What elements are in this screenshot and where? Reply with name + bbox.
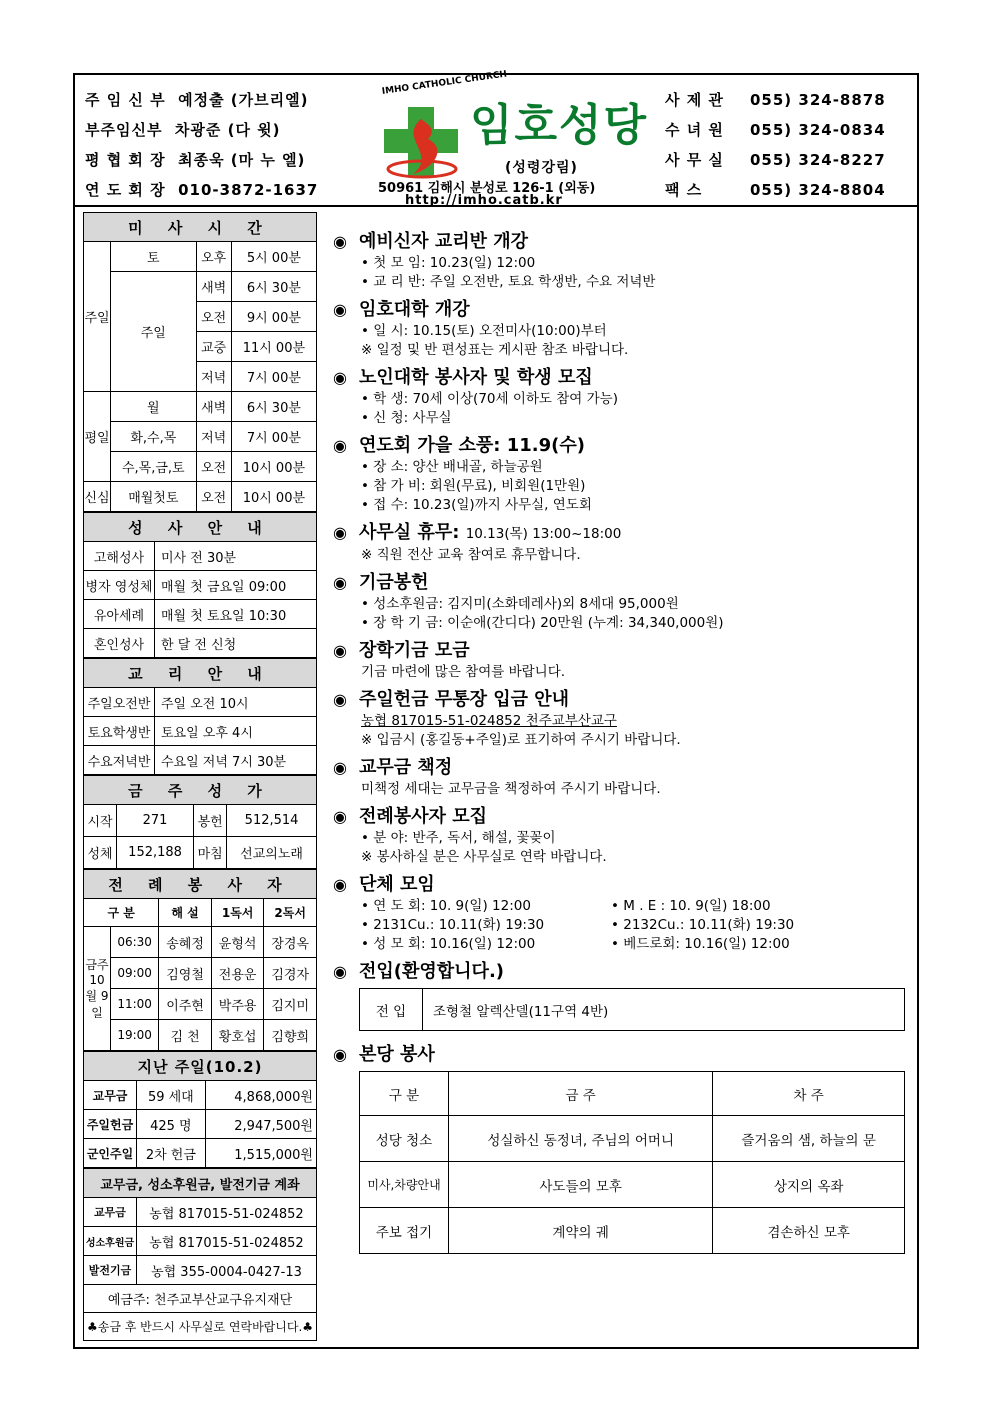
contact-row: 사 제 관 055) 324-8878 — [665, 91, 886, 109]
bullet-icon: ◉ — [333, 573, 347, 592]
group-meetings: ◉ 단체 모임 • 연 도 회: 10. 9(일) 12:00 • M . E : 10. 9(일) 18:00 • 2131Cu.: 10.11(화) 19:30 • 2132Cu.: 10.11(화) 19:30 • 성 모 회: 10.16(일) 12:00 • 베드로회: 10.16(일) 12:00 — [333, 874, 795, 952]
last-week-table: 지난 주일(10.2) 교무금 59 세대 4,868,000원 주일헌금 425 명 2,947,500원 군인주일 2차 헌금 1,515,000원 — [83, 1051, 317, 1168]
sacrament-table: 성 사 안 내 고해성사 미사 전 30분 병자 영성체 매월 첫 금요일 09:00 유아세례 매월 첫 토요일 10:30 혼인성사 한 달 전 신청 — [83, 512, 317, 658]
church-logo — [370, 69, 660, 208]
announcement: ◉ 기금봉헌 • 성소후원금: 김지미(소화데레사)외 8세대 95,000원 • 장 학 기 금: 이순애(간디다) 20만원 (누계: 34,340,000원) — [333, 572, 724, 631]
welcome: ◉ 전입(환영합니다.) 전 입 조형철 알렉산델(11구역 4반) — [333, 960, 908, 1031]
bullet-icon: ◉ — [333, 523, 347, 542]
catechism-table: 교 리 안 내 주일오전반 주일 오전 10시 토요학생반 토요일 오후 4시 수요저녁반 수요일 저녁 7시 30분 — [83, 658, 317, 775]
header-row: 부주임신부 차광준 (다 윗) — [85, 121, 281, 139]
announcements — [333, 230, 908, 1260]
bullet-icon: ◉ — [333, 368, 347, 387]
announcement: ◉ 예비신자 교리반 개강 • 첫 모 임: 10.23(일) 12:00 • 교 리 반: 주일 오전반, 토요 학생반, 수요 저녁반 — [333, 231, 656, 290]
transfer-notice: ♣송금 후 반드시 사무실로 연락바랍니다.♣ — [84, 1313, 317, 1341]
liturgy-table: 전 례 봉 사 자 구 분 해 설 1독서 2독서 금주 10월 9일 06:30 송혜정 윤형석 장경옥 09:00 김영철 전용운 김경자 11:00 이주현 박주용 김지미 19:00 김 천 황호섭 김향희 — [83, 869, 317, 1051]
announcement: ◉ 교무금 책정 미책정 세대는 교무금을 책정하여 주시기 바랍니다. — [333, 757, 661, 797]
section-title: 미 사 시 간 — [84, 213, 317, 242]
header-staff — [85, 85, 355, 205]
sidebar — [83, 212, 317, 1341]
announcement: ◉ 주일헌금 무통장 입금 안내 농협 817015-51-024852 천주교부산교구 ※ 입금시 (홍길동+주일)로 표기하여 주시기 바랍니다. — [333, 689, 681, 748]
bank-account: 농협 817015-51-024852 천주교부산교구 — [361, 713, 617, 729]
bullet-icon: ◉ — [333, 962, 347, 981]
mass-times-table: 미 사 시 간 주일 토 오후 5시 00분 주일 새벽 6시 30분 오전 9시 00분 교중 11시 00분 저녁 7시 00분 평일 월 새벽 6시 30분 화,수,목 저녁 7시 00분 수,목,금,토 오전 10시 00분 신심 매월첫토 오전 10시 00분 — [83, 212, 317, 512]
contact-row: 수 녀 원 055) 324-0834 — [665, 121, 886, 139]
announcement: ◉ 장학기금 모금 기금 마련에 많은 참여를 바랍니다. — [333, 640, 566, 680]
bullet-icon: ◉ — [333, 807, 347, 826]
account-table: 교무금, 성소후원금, 발전기금 계좌 교무금 농협 817015-51-024852 성소후원금 농협 817015-51-024852 발전기금 농협 355-0004-0427-13 예금주: 천주교부산교구유지재단 ♣송금 후 반드시 사무실로 연락바랍니다.♣ — [83, 1168, 317, 1341]
header-row: 연 도 회 장 010-3872-1637 — [85, 181, 319, 199]
hymn-table: 금 주 성 가 시작 271 봉헌 512,514 성체 152,188 마침 선교의노래 — [83, 775, 317, 869]
announcement: ◉ 사무실 휴무: 10.13(목) 13:00~18:00 ※ 직원 전산 교육 참여로 휴무합니다. — [333, 522, 622, 563]
header-row: 주 임 신 부 예정출 (가브리엘) — [85, 91, 309, 109]
bullet-icon: ◉ — [333, 1045, 347, 1064]
header-row: 평 협 회 장 최종욱 (마 누 엘) — [85, 151, 306, 169]
bullet-icon: ◉ — [333, 875, 347, 894]
bullet-icon: ◉ — [333, 436, 347, 455]
bullet-icon: ◉ — [333, 232, 347, 251]
account-holder: 예금주: 천주교부산교구유지재단 — [84, 1285, 317, 1313]
cross-flame-icon — [378, 99, 468, 189]
bullet-icon: ◉ — [333, 758, 347, 777]
header-contacts — [665, 85, 915, 205]
announcement: ◉ 전례봉사자 모집 • 분 야: 반주, 독서, 해설, 꽃꽂이 ※ 봉사하실 분은 사무실로 연락 바랍니다. — [333, 806, 607, 865]
parish-service: ◉ 본당 봉사 구 분 금 주 차 주 성당 청소 성실하신 동정녀, 주님의 어머니 즐거움의 샘, 하늘의 문 미사,차량안내 사도들의 모후 상지의 옥좌 주보 접기 계약의 궤 겸손하신 모후 — [333, 1043, 908, 1254]
announcement: ◉ 노인대학 봉사자 및 학생 모집 • 학 생: 70세 이상(70세 이하도 참여 가능) • 신 청: 사무실 — [333, 367, 618, 426]
announcement: ◉ 연도회 가을 소풍: 11.9(수) • 장 소: 양산 배내골, 하늘공원 • 참 가 비: 회원(무료), 비회원(1만원) • 접 수: 10.23(일)까지 사무실, 연도회 — [333, 435, 592, 513]
bullet-icon: ◉ — [333, 300, 347, 319]
contact-row: 팩 스 055) 324-8804 — [665, 181, 886, 199]
church-english-name: IMHO CATHOLIC CHURCH — [381, 69, 508, 97]
header — [75, 69, 917, 208]
announcement: ◉ 임호대학 개강 • 일 시: 10.15(토) 오전미사(10:00)부터 ※ 일정 및 반 편성표는 게시판 참조 바랍니다. — [333, 299, 629, 358]
bullet-icon: ◉ — [333, 690, 347, 709]
bulletin-frame — [73, 69, 919, 1349]
contact-row: 사 무 실 055) 324-8227 — [665, 151, 886, 169]
church-name: 임호성당 — [470, 100, 649, 151]
feast-subtitle: (성령강림) — [505, 160, 578, 176]
bullet-icon: ◉ — [333, 641, 347, 660]
address: 50961 김해시 분성로 126-1 (외동) — [378, 181, 596, 196]
website-link[interactable]: http://imho.catb.kr — [405, 193, 563, 208]
